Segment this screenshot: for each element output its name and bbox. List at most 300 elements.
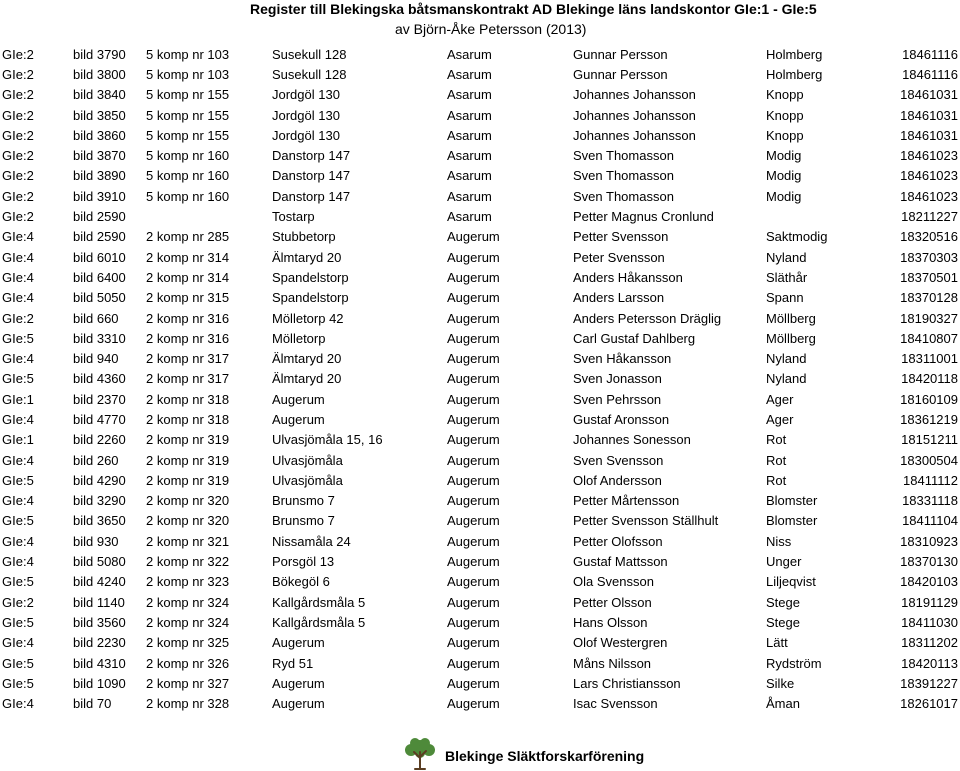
name-cell: Hans Olsson [573, 614, 648, 630]
image-cell: bild 260 [73, 452, 119, 468]
image-cell: bild 2260 [73, 432, 126, 448]
name-cell: Gustaf Aronsson [573, 411, 670, 427]
table-row [0, 288, 960, 308]
date-cell: 18211227 [901, 209, 958, 225]
name-cell: Peter Svensson [573, 249, 665, 265]
table-row [0, 531, 960, 551]
name-cell: Sven Jonasson [573, 371, 662, 387]
date-cell: 18461031 [900, 87, 958, 103]
parish-cell: Augerum [447, 614, 500, 630]
soldier-name-cell: Rot [766, 452, 787, 468]
image-cell: bild 1090 [73, 675, 126, 691]
image-cell: bild 3310 [73, 330, 126, 346]
soldier-name-cell: Nyland [766, 249, 807, 265]
soldier-name-cell: Blomster [766, 493, 818, 509]
company-cell: 2 komp nr 285 [146, 229, 230, 245]
company-cell: 2 komp nr 316 [146, 330, 230, 346]
name-cell: Sven Thomasson [573, 168, 674, 184]
soldier-name-cell: Knopp [766, 87, 804, 103]
place-cell: Jordgöl 130 [272, 127, 340, 143]
image-cell: bild 2370 [73, 391, 126, 407]
soldier-name-cell: Holmberg [766, 66, 823, 82]
image-cell: bild 3850 [73, 107, 126, 123]
place-cell: Ulvasjömåla [272, 472, 343, 488]
place-cell: Jordgöl 130 [272, 87, 340, 103]
parish-cell: Augerum [447, 533, 500, 549]
date-cell: 18461023 [900, 168, 958, 184]
image-cell: bild 3860 [73, 127, 126, 143]
soldier-name-cell: Knopp [766, 127, 804, 143]
date-cell: 18320516 [900, 229, 958, 245]
name-cell: Johannes Johansson [573, 107, 696, 123]
image-cell: bild 2590 [73, 209, 126, 225]
footer-org-name: Blekinge Släktforskarförening [445, 748, 645, 764]
archive-cell: GIe:2 [2, 87, 34, 103]
table-row [0, 470, 960, 490]
image-cell: bild 3840 [73, 87, 126, 103]
image-cell: bild 3800 [73, 66, 126, 82]
company-cell: 2 komp nr 321 [146, 533, 230, 549]
date-cell: 18151211 [901, 432, 958, 448]
table-row [0, 653, 960, 673]
place-cell: Danstorp 147 [272, 148, 351, 164]
place-cell: Brunsmo 7 [272, 493, 335, 509]
table-row [0, 44, 960, 64]
image-cell: bild 1140 [73, 594, 125, 610]
name-cell: Petter Svensson [573, 229, 669, 245]
parish-cell: Asarum [447, 148, 492, 164]
place-cell: Augerum [272, 675, 325, 691]
company-cell: 5 komp nr 160 [146, 168, 230, 184]
soldier-name-cell: Niss [766, 533, 792, 549]
name-cell: Gunnar Persson [573, 66, 668, 82]
name-cell: Petter Olsson [573, 594, 652, 610]
parish-cell: Augerum [447, 696, 500, 712]
date-cell: 18420103 [900, 574, 958, 590]
company-cell: 2 komp nr 315 [146, 290, 230, 306]
parish-cell: Augerum [447, 229, 500, 245]
archive-cell: GIe:1 [2, 432, 34, 448]
archive-cell: GIe:2 [2, 127, 34, 143]
name-cell: Johannes Johansson [573, 127, 696, 143]
soldier-name-cell: Modig [766, 188, 802, 204]
date-cell: 18311001 [901, 351, 958, 367]
image-cell: bild 4240 [73, 574, 126, 590]
name-cell: Anders Larsson [573, 290, 665, 306]
parish-cell: Augerum [447, 513, 500, 529]
name-cell: Anders Håkansson [573, 269, 683, 285]
archive-cell: GIe:2 [2, 168, 34, 184]
soldier-name-cell: Släthår [766, 269, 808, 285]
table-row [0, 348, 960, 368]
soldier-name-cell: Silke [766, 675, 795, 691]
name-cell: Olof Andersson [573, 472, 662, 488]
place-cell: Bökegöl 6 [272, 574, 330, 590]
soldier-name-cell: Nyland [766, 371, 807, 387]
table-row [0, 430, 960, 450]
name-cell: Måns Nilsson [573, 655, 652, 671]
image-cell: bild 4290 [73, 472, 126, 488]
place-cell: Augerum [272, 635, 325, 651]
image-cell: bild 4360 [73, 371, 126, 387]
archive-cell: GIe:2 [2, 209, 34, 225]
name-cell: Sven Pehrsson [573, 391, 662, 407]
place-cell: Mölletorp 42 [272, 310, 344, 326]
table-row [0, 166, 960, 186]
table-row [0, 673, 960, 693]
table-row [0, 85, 960, 105]
soldier-name-cell: Holmberg [766, 46, 823, 62]
soldier-name-cell: Modig [766, 168, 802, 184]
parish-cell: Augerum [447, 269, 500, 285]
image-cell: bild 6010 [73, 249, 126, 265]
parish-cell: Augerum [447, 371, 500, 387]
register-table [0, 44, 960, 714]
company-cell: 2 komp nr 318 [146, 391, 230, 407]
archive-cell: GIe:5 [2, 675, 34, 691]
company-cell: 2 komp nr 322 [146, 554, 230, 570]
parish-cell: Asarum [447, 127, 492, 143]
table-row [0, 409, 960, 429]
archive-cell: GIe:5 [2, 472, 34, 488]
company-cell: 2 komp nr 320 [146, 493, 230, 509]
place-cell: Jordgöl 130 [272, 107, 340, 123]
soldier-name-cell: Unger [766, 554, 802, 570]
soldier-name-cell: Saktmodig [766, 229, 828, 245]
archive-cell: GIe:5 [2, 655, 34, 671]
archive-cell: GIe:4 [2, 411, 34, 427]
archive-cell: GIe:2 [2, 148, 34, 164]
company-cell: 5 komp nr 155 [146, 107, 230, 123]
parish-cell: Augerum [447, 249, 500, 265]
name-cell: Sven Svensson [573, 452, 664, 468]
image-cell: bild 4310 [73, 655, 126, 671]
name-cell: Sven Håkansson [573, 351, 672, 367]
name-cell: Gunnar Persson [573, 46, 668, 62]
company-cell: 2 komp nr 326 [146, 655, 230, 671]
soldier-name-cell: Spann [766, 290, 804, 306]
place-cell: Tostarp [272, 209, 315, 225]
image-cell: bild 4770 [73, 411, 126, 427]
parish-cell: Augerum [447, 554, 500, 570]
parish-cell: Augerum [447, 452, 500, 468]
parish-cell: Augerum [447, 310, 500, 326]
image-cell: bild 3650 [73, 513, 126, 529]
image-cell: bild 3560 [73, 614, 126, 630]
name-cell: Sven Thomasson [573, 188, 674, 204]
date-cell: 18311202 [901, 635, 958, 651]
date-cell: 18261017 [900, 696, 958, 712]
soldier-name-cell: Knopp [766, 107, 804, 123]
place-cell: Danstorp 147 [272, 168, 351, 184]
place-cell: Älmtaryd 20 [272, 371, 342, 387]
archive-cell: GIe:5 [2, 330, 34, 346]
parish-cell: Augerum [447, 351, 500, 367]
register-rows [0, 44, 960, 714]
table-row [0, 572, 960, 592]
company-cell: 2 komp nr 324 [146, 614, 230, 630]
company-cell: 5 komp nr 103 [146, 46, 230, 62]
soldier-name-cell: Liljeqvist [766, 574, 816, 590]
name-cell: Petter Svensson Ställhult [573, 513, 719, 529]
archive-cell: GIe:2 [2, 107, 34, 123]
date-cell: 18190327 [900, 310, 958, 326]
parish-cell: Augerum [447, 330, 500, 346]
table-row [0, 247, 960, 267]
archive-cell: GIe:5 [2, 574, 34, 590]
name-cell: Isac Svensson [573, 696, 658, 712]
image-cell: bild 2230 [73, 635, 126, 651]
place-cell: Spandelstorp [272, 290, 349, 306]
soldier-name-cell: Möllberg [766, 330, 816, 346]
table-row [0, 125, 960, 145]
name-cell: Anders Petersson Dräglig [573, 310, 722, 326]
image-cell: bild 3890 [73, 168, 126, 184]
date-cell: 18461031 [900, 127, 958, 143]
date-cell: 18370501 [900, 269, 958, 285]
name-cell: Carl Gustaf Dahlberg [573, 330, 696, 346]
archive-cell: GIe:5 [2, 513, 34, 529]
place-cell: Spandelstorp [272, 269, 349, 285]
parish-cell: Augerum [447, 391, 500, 407]
table-row [0, 612, 960, 632]
parish-cell: Augerum [447, 655, 500, 671]
image-cell: bild 5080 [73, 554, 126, 570]
date-cell: 18461023 [900, 148, 958, 164]
archive-cell: GIe:4 [2, 554, 34, 570]
soldier-name-cell: Blomster [766, 513, 818, 529]
table-row [0, 227, 960, 247]
table-row [0, 491, 960, 511]
table-row [0, 267, 960, 287]
parish-cell: Augerum [447, 411, 500, 427]
archive-cell: GIe:2 [2, 46, 34, 62]
image-cell: bild 5050 [73, 290, 126, 306]
table-row [0, 511, 960, 531]
place-cell: Älmtaryd 20 [272, 249, 342, 265]
company-cell [146, 206, 272, 226]
place-cell: Ryd 51 [272, 655, 314, 671]
image-cell: bild 2590 [73, 229, 126, 245]
soldier-name-cell: Nyland [766, 351, 807, 367]
date-cell: 18461116 [902, 46, 958, 62]
archive-cell: GIe:4 [2, 290, 34, 306]
company-cell: 5 komp nr 155 [146, 87, 230, 103]
archive-cell: GIe:2 [2, 594, 34, 610]
name-cell: Gustaf Mattsson [573, 554, 668, 570]
place-cell: Augerum [272, 411, 325, 427]
place-cell: Danstorp 147 [272, 188, 351, 204]
image-cell: bild 3910 [73, 188, 126, 204]
image-cell: bild 660 [73, 310, 119, 326]
archive-cell: GIe:4 [2, 493, 34, 509]
table-row [0, 694, 960, 714]
name-cell: Petter Mårtensson [573, 493, 680, 509]
date-cell: 18411104 [902, 513, 958, 529]
company-cell: 2 komp nr 328 [146, 696, 230, 712]
archive-cell: GIe:2 [2, 310, 34, 326]
archive-cell: GIe:4 [2, 269, 34, 285]
table-row [0, 450, 960, 470]
soldier-name-cell: Möllberg [766, 310, 816, 326]
archive-cell: GIe:4 [2, 351, 34, 367]
company-cell: 5 komp nr 155 [146, 127, 230, 143]
soldier-name-cell: Ager [766, 391, 794, 407]
archive-cell: GIe:4 [2, 635, 34, 651]
soldier-name-cell: Rydström [766, 655, 822, 671]
company-cell: 2 komp nr 319 [146, 432, 230, 448]
table-row [0, 328, 960, 348]
place-cell: Brunsmo 7 [272, 513, 335, 529]
archive-cell: GIe:4 [2, 249, 34, 265]
soldier-name-cell: Ager [766, 411, 794, 427]
date-cell: 18191129 [901, 594, 958, 610]
page-footer [402, 738, 702, 770]
parish-cell: Augerum [447, 594, 500, 610]
table-row [0, 105, 960, 125]
archive-cell: GIe:5 [2, 614, 34, 630]
date-cell: 18370128 [900, 290, 958, 306]
soldier-name-cell: Rot [766, 432, 787, 448]
parish-cell: Augerum [447, 432, 500, 448]
name-cell: Sven Thomasson [573, 148, 674, 164]
name-cell: Petter Magnus Cronlund [573, 209, 714, 225]
place-cell: Nissamåla 24 [272, 533, 351, 549]
company-cell: 2 komp nr 317 [146, 371, 230, 387]
place-cell: Kallgårdsmåla 5 [272, 614, 366, 630]
table-row [0, 551, 960, 571]
place-cell: Ulvasjömåla [272, 452, 343, 468]
company-cell: 5 komp nr 160 [146, 188, 230, 204]
image-cell: bild 70 [73, 696, 112, 712]
table-row [0, 592, 960, 612]
place-cell: Augerum [272, 696, 325, 712]
image-cell: bild 3870 [73, 148, 126, 164]
parish-cell: Augerum [447, 290, 500, 306]
date-cell: 18391227 [900, 675, 958, 691]
archive-cell: GIe:1 [2, 391, 34, 407]
company-cell: 2 komp nr 325 [146, 635, 230, 651]
soldier-name-cell: Stege [766, 614, 800, 630]
page-subtitle: av Björn-Åke Petersson (2013) [395, 21, 587, 37]
parish-cell: Augerum [447, 675, 500, 691]
company-cell: 5 komp nr 103 [146, 66, 230, 82]
table-row [0, 308, 960, 328]
date-cell: 18411112 [903, 472, 958, 488]
soldier-name-cell: Lätt [766, 635, 788, 651]
company-cell: 2 komp nr 323 [146, 574, 230, 590]
table-row [0, 64, 960, 84]
date-cell: 18461116 [902, 66, 958, 82]
parish-cell: Augerum [447, 574, 500, 590]
company-cell: 2 komp nr 320 [146, 513, 230, 529]
image-cell: bild 940 [73, 351, 119, 367]
tree-logo-icon [402, 738, 438, 770]
archive-cell: GIe:2 [2, 66, 34, 82]
image-cell: bild 3290 [73, 493, 126, 509]
table-row [0, 145, 960, 165]
table-row [0, 369, 960, 389]
soldier-name-cell: Rot [766, 472, 787, 488]
archive-cell: GIe:2 [2, 188, 34, 204]
date-cell: 18370130 [900, 554, 958, 570]
date-cell: 18310923 [900, 533, 958, 549]
company-cell: 2 komp nr 314 [146, 269, 230, 285]
date-cell: 18361219 [900, 411, 958, 427]
name-cell: Olof Westergren [573, 635, 668, 651]
place-cell: Älmtaryd 20 [272, 351, 342, 367]
place-cell: Stubbetorp [272, 229, 336, 245]
date-cell: 18461023 [900, 188, 958, 204]
place-cell: Ulvasjömåla 15, 16 [272, 432, 383, 448]
image-cell: bild 3790 [73, 46, 126, 62]
table-row [0, 186, 960, 206]
soldier-name-cell: Modig [766, 148, 802, 164]
table-row [0, 633, 960, 653]
soldier-name-cell [766, 206, 876, 226]
archive-cell: GIe:4 [2, 533, 34, 549]
date-cell: 18420118 [901, 371, 958, 387]
table-row [0, 389, 960, 409]
place-cell: Augerum [272, 391, 325, 407]
parish-cell: Asarum [447, 209, 492, 225]
name-cell: Ola Svensson [573, 574, 654, 590]
company-cell: 2 komp nr 317 [146, 351, 230, 367]
date-cell: 18370303 [900, 249, 958, 265]
archive-cell: GIe:4 [2, 696, 34, 712]
parish-cell: Asarum [447, 66, 492, 82]
date-cell: 18461031 [900, 107, 958, 123]
company-cell: 2 komp nr 324 [146, 594, 230, 610]
date-cell: 18410807 [900, 330, 958, 346]
parish-cell: Asarum [447, 188, 492, 204]
company-cell: 2 komp nr 316 [146, 310, 230, 326]
name-cell: Lars Christiansson [573, 675, 681, 691]
date-cell: 18331118 [902, 493, 958, 509]
company-cell: 2 komp nr 314 [146, 249, 230, 265]
place-cell: Mölletorp [272, 330, 326, 346]
parish-cell: Augerum [447, 493, 500, 509]
company-cell: 2 komp nr 319 [146, 452, 230, 468]
name-cell: Johannes Sonesson [573, 432, 691, 448]
archive-cell: GIe:4 [2, 452, 34, 468]
place-cell: Porsgöl 13 [272, 554, 335, 570]
parish-cell: Augerum [447, 635, 500, 651]
page-title: Register till Blekingska båtsmanskontrakt AD Blekinge läns landskontor GIe:1 - GIe:5 [250, 1, 817, 17]
parish-cell: Asarum [447, 46, 492, 62]
archive-cell: GIe:5 [2, 371, 34, 387]
soldier-name-cell: Stege [766, 594, 800, 610]
soldier-name-cell: Åman [766, 696, 800, 712]
company-cell: 5 komp nr 160 [146, 148, 230, 164]
place-cell: Susekull 128 [272, 66, 347, 82]
parish-cell: Asarum [447, 107, 492, 123]
image-cell: bild 6400 [73, 269, 126, 285]
place-cell: Kallgårdsmåla 5 [272, 594, 366, 610]
company-cell: 2 komp nr 319 [146, 472, 230, 488]
parish-cell: Asarum [447, 168, 492, 184]
date-cell: 18300504 [900, 452, 958, 468]
archive-cell: GIe:4 [2, 229, 34, 245]
name-cell: Johannes Johansson [573, 87, 696, 103]
place-cell: Susekull 128 [272, 46, 347, 62]
company-cell: 2 komp nr 327 [146, 675, 230, 691]
company-cell: 2 komp nr 318 [146, 411, 230, 427]
date-cell: 18411030 [901, 614, 958, 630]
parish-cell: Asarum [447, 87, 492, 103]
date-cell: 18420113 [901, 655, 958, 671]
parish-cell: Augerum [447, 472, 500, 488]
